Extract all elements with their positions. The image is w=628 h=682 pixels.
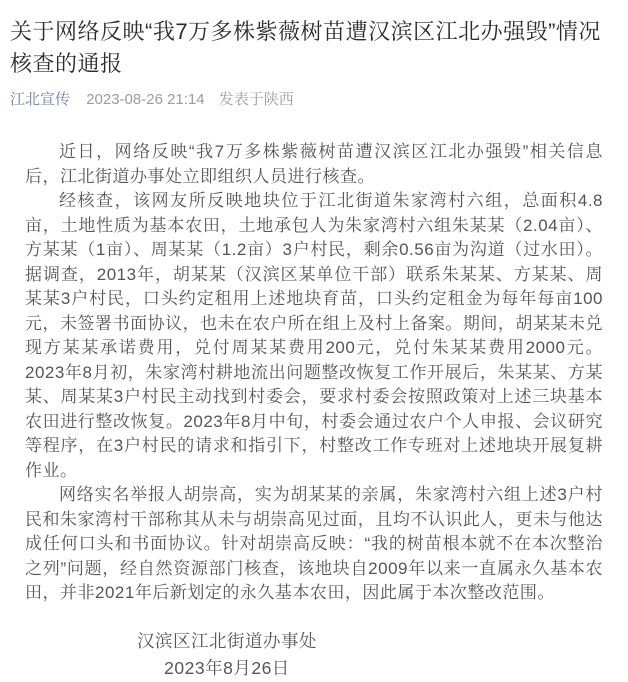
byline xyxy=(10,89,618,111)
paragraph-investigation-start: 近日，网络反映“我7万多株紫薇树苗遭汉滨区江北办强毁”相关信息后，江北街道办事处立即组织人员进行核查。 xyxy=(25,142,603,186)
article-header xyxy=(0,0,628,111)
signature-date: 2023年8月26日 xyxy=(164,657,290,678)
signature-block xyxy=(137,628,317,682)
paragraph-reporter-identity: 网络实名举报人胡崇高，实为胡某某的亲属，朱家湾村六组上述3户村民和朱家湾村干部称其从未与胡崇高见过面，且均不认识此人，更未与他达成任何口头和书面协议。针对胡崇高反映：“我的树苗根本就不在本次整治之列”问题，经自然资源部门核查，该地块自2009年以来一直属永久基本农田，并非2021年后新划定的永久基本农田，因此属于本次整改范围。 xyxy=(25,485,603,602)
publish-datetime: 2023-08-26 21:14 xyxy=(86,91,205,108)
signature-org: 汉滨区江北街道办事处 xyxy=(137,630,317,651)
paragraph-findings: 经核查，该网友所反映地块位于江北街道朱家湾村六组，总面积4.8亩，土地性质为基本农田，土地承包人为朱家湾村六组朱某某（2.04亩）、方某某（1亩）、周某某（1.2亩）3户村民，剩余0.56亩为沟道（过水田）。据调查，2013年，胡某某（汉滨区某单位干部）联系朱某某、方某某、周某某3户村民，口头约定租用上述地块育苗，口头约定租金为每年每亩100元，未签署书面协议，也未在农户所在组上及村上备案。期间，胡某某未兑现方某某承诺费用，兑付周某某费用200元，兑付朱某某费用2000元。2023年8月初，朱家湾村耕地流出问题整改恢复工作开展后，朱某某、方某某、周某某3户村民主动找到村委会，要求村委会按照政策对上述三块基本农田进行整改恢复。2023年8月中旬，村委会通过农户个人申报、会议研究等程序，在3户村民的请求和指引下，村整改工作专班对上述地块开展复耕作业。 xyxy=(25,191,603,480)
article-title: 关于网络反映“我7万多株紫薇树苗遭汉滨区江北办强毁”情况核查的通报 xyxy=(10,19,601,76)
publish-location: 发表于陕西 xyxy=(218,91,294,108)
article-body xyxy=(0,111,628,682)
account-name-link[interactable]: 江北宣传 xyxy=(10,91,71,108)
